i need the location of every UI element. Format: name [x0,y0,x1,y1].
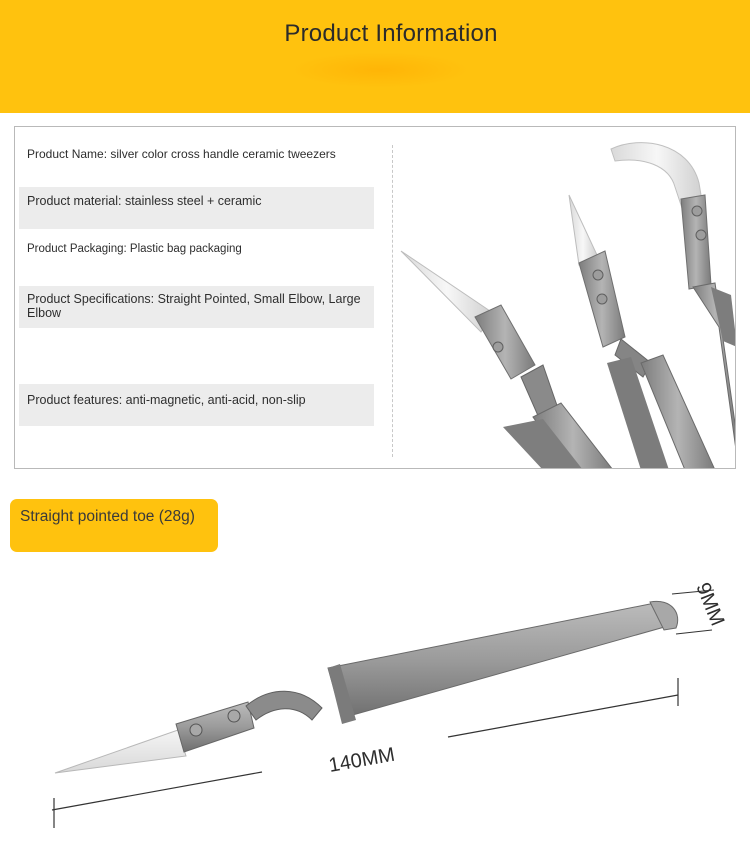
spec-product-specifications: Product Specifications: Straight Pointed, Small Elbow, Large Elbow [19,286,374,328]
spec-product-name: Product Name: silver color cross handle ceramic tweezers [27,147,336,161]
spec-product-features: Product features: anti-magnetic, anti-acid, non-slip [19,384,374,426]
variant-label: Straight pointed toe (28g) [20,508,195,525]
tweezer-straight-pointed [401,251,613,469]
spec-product-material: Product material: stainless steel + ceramic [19,187,374,229]
tweezers-variants-photo [393,127,736,469]
length-dimension-label: 140MM [327,743,397,777]
spec-product-packaging: Product Packaging: Plastic bag packaging [27,243,242,255]
product-info-panel [14,126,736,469]
header-banner [0,0,750,113]
variant-label-badge [10,499,218,552]
tweezer-straight-pointed-large [55,601,678,773]
page-title: Product Information [284,20,498,47]
width-dimension-label: 9MM [691,579,729,630]
banner-glow-decoration [290,52,470,88]
product-dimension-figure [0,560,750,849]
